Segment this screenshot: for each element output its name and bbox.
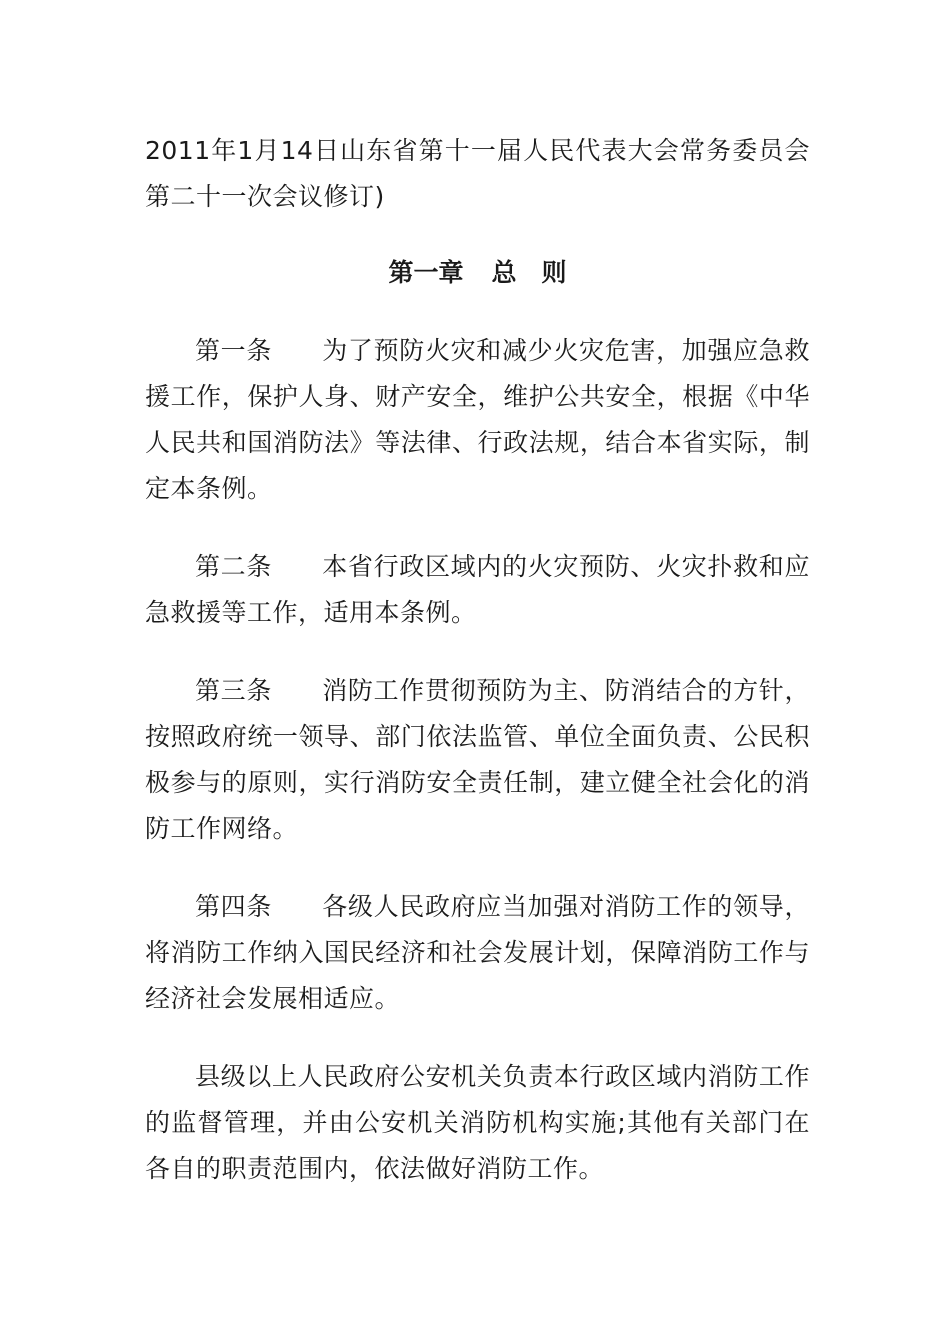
article-2 [145,544,810,636]
article-1 [145,328,810,512]
article-4 [145,884,810,1022]
article-number: 第四条 [195,892,273,921]
article-3 [145,668,810,852]
article-text: 各级人民政府应当加强对消防工作的领导，将消防工作纳入国民经济和社会发展计划，保障消防工作与经济社会发展相适应。 [145,892,810,1013]
chapter-title: 总 则 [491,258,567,287]
article-text: 本省行政区域内的火灾预防、火灾扑救和应急救援等工作，适用本条例。 [145,552,810,627]
document-page [145,128,810,1224]
article-text: 消防工作贯彻预防为主、防消结合的方针，按照政府统一领导、部门依法监管、单位全面负责、公民积极参与的原则，实行消防安全责任制，建立健全社会化的消防工作网络。 [145,676,810,843]
article-number: 第三条 [195,676,273,705]
article-number: 第一条 [195,336,273,365]
article-number: 第二条 [195,552,273,581]
body-paragraph: 县级以上人民政府公安机关负责本行政区域内消防工作的监督管理，并由公安机关消防机构实施;其他有关部门在各自的职责范围内，依法做好消防工作。 [145,1062,810,1183]
article-text: 为了预防火灾和减少火灾危害，加强应急救援工作，保护人身、财产安全，维护公共安全，根据《中华人民共和国消防法》等法律、行政法规，结合本省实际，制定本条例。 [145,336,810,503]
chapter-number: 第一章 [388,258,464,287]
chapter-heading [145,250,810,296]
intro-paragraph: 2011年1月14日山东省第十一届人民代表大会常务委员会第二十一次会议修订) [145,136,810,211]
